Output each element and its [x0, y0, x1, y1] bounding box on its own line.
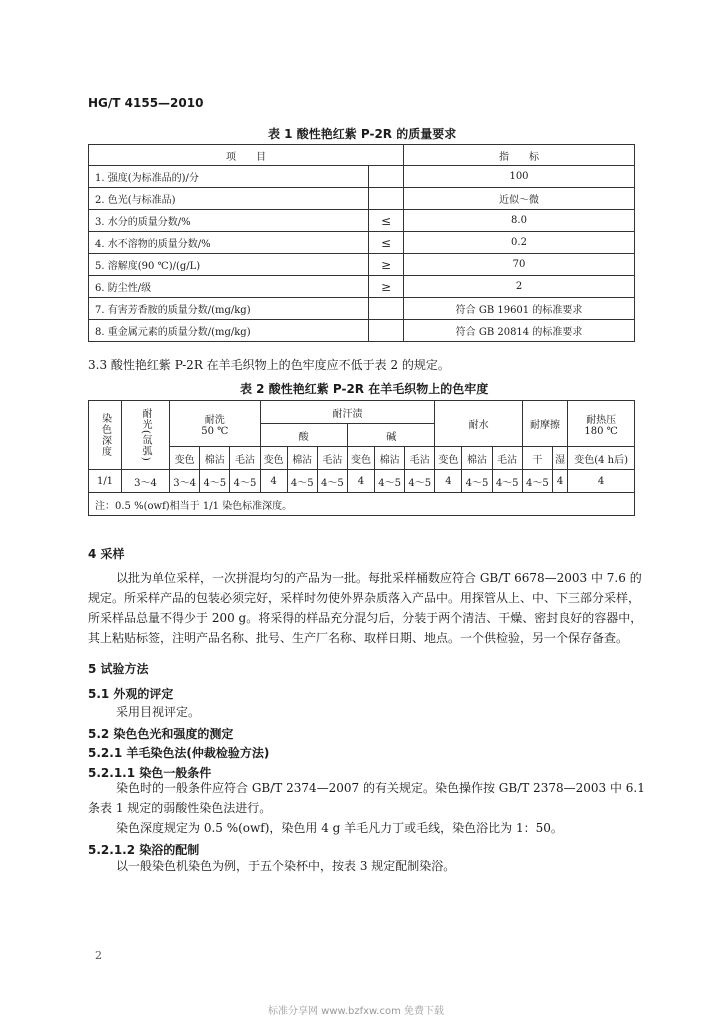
- paragraph-line: 以一般染色机染色为例，于五个染杯中，按表 3 规定配制染浴。: [116, 859, 456, 873]
- table-subheader-row: [89, 447, 635, 470]
- row-symbol: ≤: [369, 210, 404, 232]
- table-row: [89, 210, 635, 232]
- table-header-row: [89, 401, 635, 424]
- row-value: 2: [404, 276, 635, 298]
- table-row: [89, 320, 635, 342]
- table2-caption: 表 2 酸性艳红紫 P-2R 在羊毛织物上的色牢度: [240, 382, 489, 396]
- row-label: 8. 重金属元素的质量分数/(mg/kg): [89, 320, 369, 342]
- subheader-cell: 毛沾: [317, 447, 347, 470]
- row-label: 7. 有害芳香胺的质量分数/(mg/kg): [89, 298, 369, 320]
- paragraph-line: 染色时的一般条件应符合 GB/T 2374—2007 的有关规定。染色操作按 GB/T 2378—2003 中 6.1: [116, 781, 645, 795]
- data-cell: 4～5: [522, 470, 552, 493]
- data-cell: 4～5: [287, 470, 317, 493]
- row-value: 0.2: [404, 232, 635, 254]
- subheader-cell: 棉沾: [462, 447, 492, 470]
- data-cell: 4: [552, 470, 567, 493]
- section-5-2-1-1: 5.2.1.1 染色一般条件: [88, 766, 212, 780]
- subheader-cell: 棉沾: [200, 447, 230, 470]
- row-symbol: ≥: [369, 254, 404, 276]
- header-hot-press: 耐热压 180 ℃: [568, 401, 635, 447]
- subheader-cell: 湿: [552, 447, 567, 470]
- header-sweat: 耐汗渍: [260, 401, 435, 424]
- data-cell: 4～5: [462, 470, 492, 493]
- subheader-cell: 毛沾: [230, 447, 260, 470]
- header-acid: 酸: [260, 424, 347, 447]
- data-cell: 4: [260, 470, 287, 493]
- table1-caption: 表 1 酸性艳红紫 P-2R 的质量要求: [268, 127, 457, 141]
- data-cell: 4～5: [374, 470, 404, 493]
- section-5-2-1: 5.2.1 羊毛染色法(仲裁检验方法): [88, 746, 270, 760]
- row-label: 5. 溶解度(90 ℃)/(g/L): [89, 254, 369, 276]
- data-cell: 3～4: [122, 470, 170, 493]
- header-depth: 染色深度: [89, 401, 122, 470]
- data-cell: 4: [435, 470, 462, 493]
- table-row: [89, 188, 635, 210]
- row-label: 3. 水分的质量分数/%: [89, 210, 369, 232]
- row-symbol: [369, 320, 404, 342]
- paragraph-line: 条表 1 规定的弱酸性染色法进行。: [88, 801, 272, 815]
- row-symbol: [369, 166, 404, 188]
- row-value: 8.0: [404, 210, 635, 232]
- row-value: 符合 GB 19601 的标准要求: [404, 298, 635, 320]
- row-value: 70: [404, 254, 635, 276]
- data-cell: 3～4: [170, 470, 200, 493]
- data-cell: 4～5: [317, 470, 347, 493]
- section-3-3: 3.3 酸性艳红紫 P-2R 在羊毛织物上的色牢度应不低于表 2 的规定。: [88, 358, 450, 372]
- row-symbol: [369, 188, 404, 210]
- subheader-cell: 毛沾: [405, 447, 435, 470]
- subheader-cell: 变色: [435, 447, 462, 470]
- row-label: 4. 水不溶物的质量分数/%: [89, 232, 369, 254]
- data-cell: 4～5: [405, 470, 435, 493]
- row-symbol: ≥: [369, 276, 404, 298]
- subheader-cell: 变色: [348, 447, 375, 470]
- row-value: 符合 GB 20814 的标准要求: [404, 320, 635, 342]
- data-cell: 4: [568, 470, 635, 493]
- section-5-2-1-2: 5.2.1.2 染浴的配制: [88, 843, 200, 857]
- color-fastness-table: [88, 400, 635, 516]
- section-4-line: 所采样品总量不得少于 200 g。将采得的样品充分混匀后，分装于两个清洁、干燥、密封良好的容器中，: [88, 611, 643, 625]
- standard-number: HG/T 4155—2010: [88, 96, 204, 110]
- header-wash: 耐洗 50 ℃: [170, 401, 261, 447]
- table-row: [89, 254, 635, 276]
- header-rub: 耐摩擦: [522, 401, 567, 447]
- row-label: 6. 防尘性/级: [89, 276, 369, 298]
- header-item: 项 目: [89, 145, 404, 166]
- row-value: 100: [404, 166, 635, 188]
- row-value: 近似～微: [404, 188, 635, 210]
- subheader-cell: 毛沾: [492, 447, 522, 470]
- header-index: 指 标: [404, 145, 635, 166]
- table-note-row: [89, 493, 635, 516]
- subheader-cell: 棉沾: [287, 447, 317, 470]
- subheader-cell: 干: [522, 447, 552, 470]
- row-symbol: ≤: [369, 232, 404, 254]
- table-row: [89, 232, 635, 254]
- page-number: 2: [95, 949, 102, 962]
- row-label: 1. 强度(为标准品的)/分: [89, 166, 369, 188]
- table-header-row: [89, 145, 635, 166]
- subheader-cell: 变色: [260, 447, 287, 470]
- data-cell: 4～5: [200, 470, 230, 493]
- header-alkali: 碱: [348, 424, 435, 447]
- header-water: 耐水: [435, 401, 522, 447]
- section-4-line: 以批为单位采样，一次拼混均匀的产品为一批。每批采样桶数应符合 GB/T 6678—2003 中 7.6 的: [116, 571, 642, 585]
- table-row: [89, 166, 635, 188]
- watermark: 标准分享网 www.bzfxw.com 免费下载: [268, 1006, 444, 1017]
- section-5-2: 5.2 染色色光和强度的测定: [88, 727, 234, 741]
- header-light: 耐光(氙弧): [122, 401, 170, 470]
- table-note: 注：0.5 %(owf)相当于 1/1 染色标准深度。: [89, 493, 635, 516]
- subheader-cell: 变色: [170, 447, 200, 470]
- quality-requirements-table: [88, 144, 635, 342]
- section-5-1: 5.1 外观的评定: [88, 687, 174, 701]
- data-cell: 4～5: [230, 470, 260, 493]
- section-5-1-text: 采用目视评定。: [116, 705, 201, 719]
- table-row: [89, 470, 635, 493]
- subheader-cell: 棉沾: [374, 447, 404, 470]
- section-4-title: 4 采样: [88, 547, 125, 561]
- section-5-title: 5 试验方法: [88, 662, 149, 676]
- paragraph-line: 染色深度规定为 0.5 %(owf)，染色用 4 g 羊毛凡力丁或毛线，染色浴比为 1：50。: [116, 821, 563, 835]
- data-cell: 1/1: [89, 470, 122, 493]
- subheader-cell: 变色(4 h后): [568, 447, 635, 470]
- data-cell: 4～5: [492, 470, 522, 493]
- section-4-line: 规定。所采样产品的包装必须完好，采样时勿使外界杂质落入产品中。用探管从上、中、下三部分采样，: [88, 591, 641, 605]
- table-row: [89, 276, 635, 298]
- section-4-line: 其上粘贴标签，注明产品名称、批号、生产厂名称、取样日期、地点。一个供检验，另一个保存备查。: [88, 631, 629, 645]
- table-row: [89, 298, 635, 320]
- row-symbol: [369, 298, 404, 320]
- data-cell: 4: [348, 470, 375, 493]
- row-label: 2. 色光(与标准品): [89, 188, 369, 210]
